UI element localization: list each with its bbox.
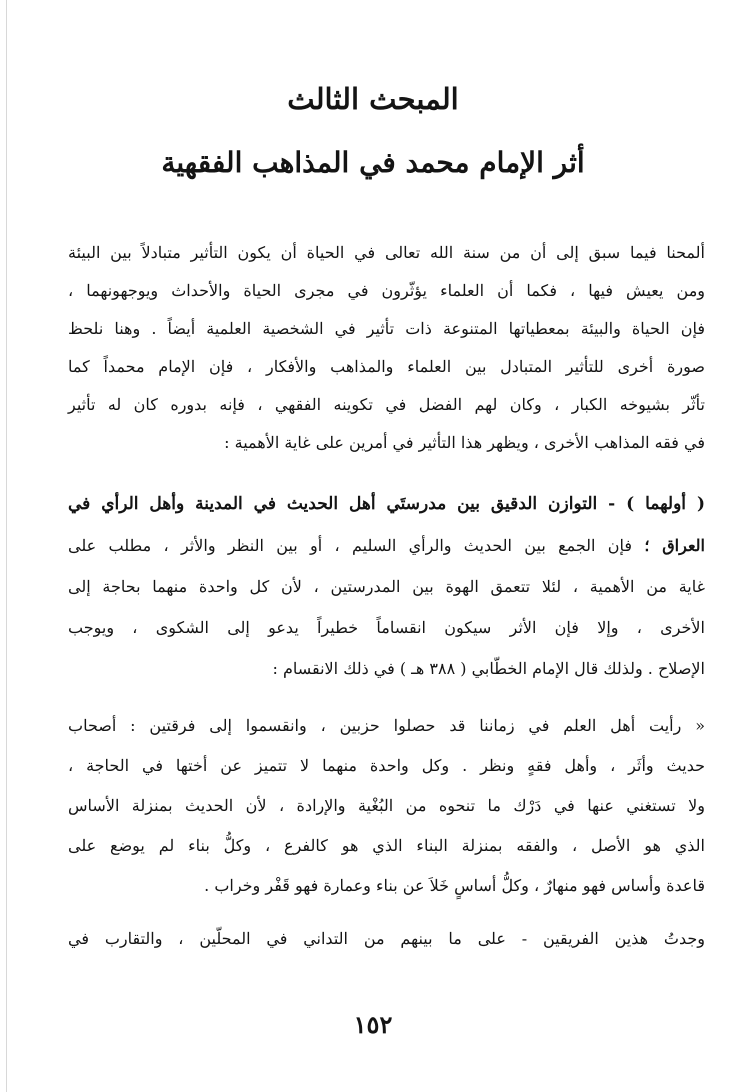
text-line: ولا تستغني عنها في دَرْك ما تنحوه من البُغْية والإرادة ، لأن الحديث بمنزلة الأساس (68, 796, 705, 815)
text-span: فإن الجمع بين الحديث والرأي السليم ، أو بين النظر والأثر ، مطلب على (68, 536, 633, 555)
text-line: فإن الحياة والبيئة بمعطياتها المتنوعة ذات تأثير في الشخصية العلمية أيضاً . وهنا نلحظ (68, 319, 705, 338)
text-line: في فقه المذاهب الأخرى ، ويظهر هذا التأثير في أمرين على غاية الأهمية : (224, 433, 705, 452)
text-line: « رأيت أهل العلم في زماننا قد حصلوا حزبين ، وانقسموا إلى فرقتين : أصحاب (68, 716, 705, 735)
text-line: الأخرى ، وإلا فإن الأثر سيكون انقساماً خطيراً يدعو إلى الشكوى ، ويوجب (68, 618, 705, 637)
section-heading: المبحث الثالث (287, 82, 459, 116)
bold-lead-line: ( أولهما ) - التوازن الدقيق بين مدرستَي أهل الحديث في المدينة وأهل الرأي في (68, 494, 705, 514)
page-title: أثر الإمام محمد في المذاهب الفقهية (161, 146, 585, 179)
text-line: غاية من الأهمية ، لئلا تتعمق الهوة بين المدرستين ، لأن كل واحدة منهما بحاجة إلى (68, 577, 705, 596)
text-line: ألمحنا فيما سبق إلى أن من سنة الله تعالى في الحياة أن يكون التأثير متبادلاً بين البيئة (68, 243, 705, 262)
paragraph-intro (68, 234, 705, 462)
paragraph-first-matter (68, 484, 705, 689)
text-line: ومن يعيش فيها ، فكما أن العلماء يؤثّرون في مجرى الحياة والأحداث ويوجهونهما ، (68, 281, 705, 300)
paragraph-continuation (68, 920, 705, 958)
text-line: قاعدة وأساس فهو منهارٌ ، وكلُّ أساسٍ خَلاَ عن بناء وعمارة فهو قَفْر وخراب . (204, 876, 705, 895)
text-line: الذي هو الأصل ، والفقه بمنزلة البناء الذي هو كالفرع ، وكلُّ بناء لم يوضع على (68, 836, 705, 855)
text-line: حديث وأثَر ، وأهل فقهٍ ونظر . وكل واحدة منهما لا تتميز عن أختها في الحاجة ، (68, 756, 705, 775)
text-line: وجدتُ هذين الفريقين - على ما بينهم من التداني في المحلّين ، والتقارب في (68, 929, 705, 948)
text-line: الإصلاح . ولذلك قال الإمام الخطّابي ( ٣٨٨ هـ ) في ذلك الانقسام : (272, 659, 705, 678)
paragraph-quotation (68, 706, 705, 906)
page-number: ١٥٢ (353, 1010, 393, 1039)
bold-term: العراق ؛ (644, 536, 705, 555)
text-line: صورة أخرى للتأثير المتبادل بين العلماء والمذاهب والأفكار ، فإن الإمام محمداً كما (68, 357, 705, 376)
text-line (68, 525, 705, 566)
text-line: تأثّر بشيوخه الكبار ، وكان لهم الفضل في تكوينه الفقهي ، فإنه بدوره كان له تأثير (68, 395, 705, 414)
